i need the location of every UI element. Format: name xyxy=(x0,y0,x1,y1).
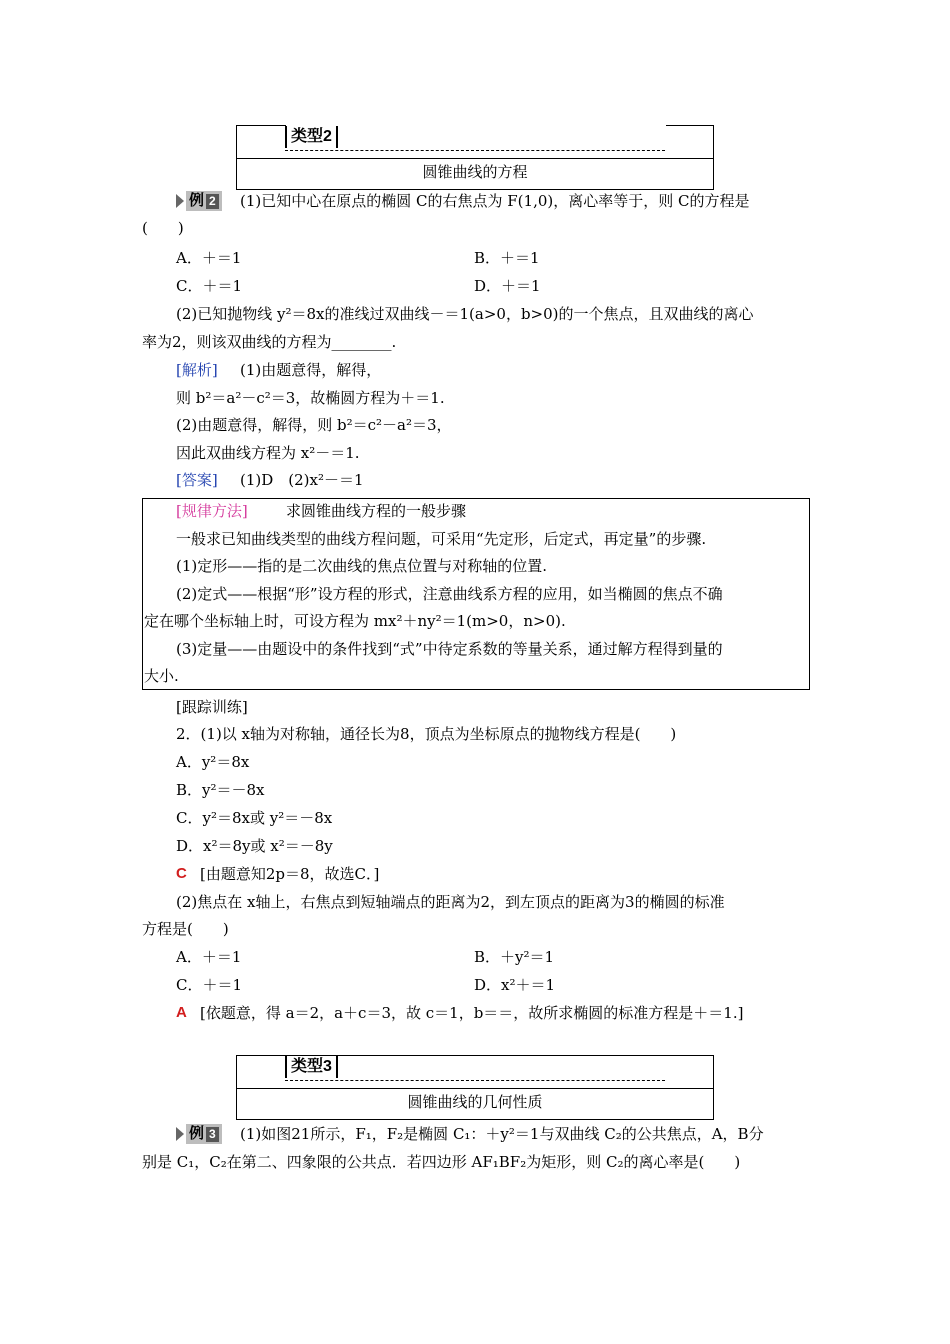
example-3-badge xyxy=(176,1124,222,1144)
rule-title: 求圆锥曲线方程的一般步骤 xyxy=(286,502,467,520)
practice-q1-option-a: A．y²＝8x xyxy=(176,753,250,771)
rule-line1: 一般求已知曲线类型的曲线方程问题，可采用“先定形，后定式，再定量”的步骤. xyxy=(176,530,707,548)
example-label: 例 xyxy=(189,192,205,209)
example-2-badge xyxy=(176,191,222,211)
type-2-header xyxy=(236,125,714,190)
practice-q1-option-c: C．y²＝8x或 y²＝－8x xyxy=(176,809,333,827)
rule-line4: 定在哪个坐标轴上时，可设方程为 mx²＋ny²＝1(m>0，n>0). xyxy=(144,612,566,630)
rule-tag: [规律方法] xyxy=(176,502,248,520)
type-2-label: 类型2 xyxy=(285,126,338,148)
example-number: 2 xyxy=(206,194,219,209)
practice-q1-option-d: D．x²＝8y或 x²＝－8y xyxy=(176,837,333,855)
example-2-q2-line1: (2)已知抛物线 y²＝8x的准线过双曲线－＝1(a>0，b>0)的一个焦点，且双曲线的离心 xyxy=(176,305,754,323)
example-2-q1-line1: (1)已知中心在原点的椭圆 C的右焦点为 F(1,0)，离心率等于，则 C的方程是 xyxy=(240,192,750,210)
option-d: D．＋＝1 xyxy=(474,277,541,295)
practice-q2-option-d: D．x²＋＝1 xyxy=(474,976,556,994)
dashed-divider xyxy=(285,150,665,151)
type-3-label: 类型3 xyxy=(285,1056,338,1078)
triangle-icon xyxy=(176,1127,184,1141)
solution-line2: 则 b²＝a²－c²＝3，故椭圆方程为＋＝1. xyxy=(176,389,445,407)
rule-line6: 大小. xyxy=(144,667,179,685)
solution-line1: (1)由题意得，解得， xyxy=(240,361,382,379)
solution-line4: 因此双曲线方程为 x²－＝1. xyxy=(176,444,360,462)
practice-q2-option-c: C．＋＝1 xyxy=(176,976,243,994)
example-2-q2-line2: 率为2，则该双曲线的方程为________. xyxy=(142,333,397,351)
practice-q2-line2: 方程是( ) xyxy=(142,920,229,938)
answer-text: (1)D (2)x²－＝1 xyxy=(240,471,364,489)
practice-q2-option-a: A．＋＝1 xyxy=(176,948,242,966)
practice-q1-option-b: B．y²＝－8x xyxy=(176,781,265,799)
dashed-divider xyxy=(285,1080,665,1081)
option-a: A．＋＝1 xyxy=(176,249,242,267)
divider xyxy=(237,158,713,159)
divider xyxy=(237,1088,713,1089)
triangle-icon xyxy=(176,194,184,208)
example-2-q1-line2: ( ) xyxy=(142,219,184,237)
type-2-title: 圆锥曲线的方程 xyxy=(422,163,528,181)
practice-q1: 2．(1)以 x轴为对称轴，通径长为8，顶点为坐标原点的抛物线方程是( ) xyxy=(176,725,677,743)
example-number: 3 xyxy=(206,1127,219,1142)
example-3-line2: 别是 C₁，C₂在第二、四象限的公共点．若四边形 AF₁BF₂为矩形，则 C₂的离心率是( ) xyxy=(142,1153,741,1171)
practice-q2-option-b: B．＋y²＝1 xyxy=(474,948,555,966)
type-3-title: 圆锥曲线的几何性质 xyxy=(407,1093,543,1111)
rule-line3: (2)定式——根据“形”设方程的形式，注意曲线系方程的应用，如当椭圆的焦点不确 xyxy=(176,585,723,603)
answer-tag: [答案] xyxy=(176,471,218,489)
practice-q2-line1: (2)焦点在 x轴上，右焦点到短轴端点的距离为2，到左顶点的距离为3的椭圆的标准 xyxy=(176,893,725,911)
example-label: 例 xyxy=(189,1125,205,1142)
type-3-header xyxy=(236,1055,714,1120)
practice-q1-answer-letter: C xyxy=(176,865,187,882)
solution-line3: (2)由题意得，解得，则 b²＝c²－a²＝3， xyxy=(176,416,452,434)
practice-heading: [跟踪训练] xyxy=(176,698,248,716)
rule-line2: (1)定形——指的是二次曲线的焦点位置与对称轴的位置. xyxy=(176,557,548,575)
rule-line5: (3)定量——由题设中的条件找到“式”中待定系数的等量关系，通过解方程得到量的 xyxy=(176,640,723,658)
practice-q2-answer-text: [依题意，得 a＝2，a＋c＝3，故 c＝1，b＝＝，故所求椭圆的标准方程是＋＝1.] xyxy=(200,1004,744,1022)
solution-tag: [解析] xyxy=(176,361,218,379)
option-c: C．＋＝1 xyxy=(176,277,243,295)
option-b: B．＋＝1 xyxy=(474,249,540,267)
practice-q1-answer-text: [由题意知2p＝8，故选C．] xyxy=(200,865,380,883)
example-3-line1: (1)如图21所示，F₁，F₂是椭圆 C₁：＋y²＝1与双曲线 C₂的公共焦点，A，B分 xyxy=(240,1125,764,1143)
practice-q2-answer-letter: A xyxy=(176,1004,187,1021)
